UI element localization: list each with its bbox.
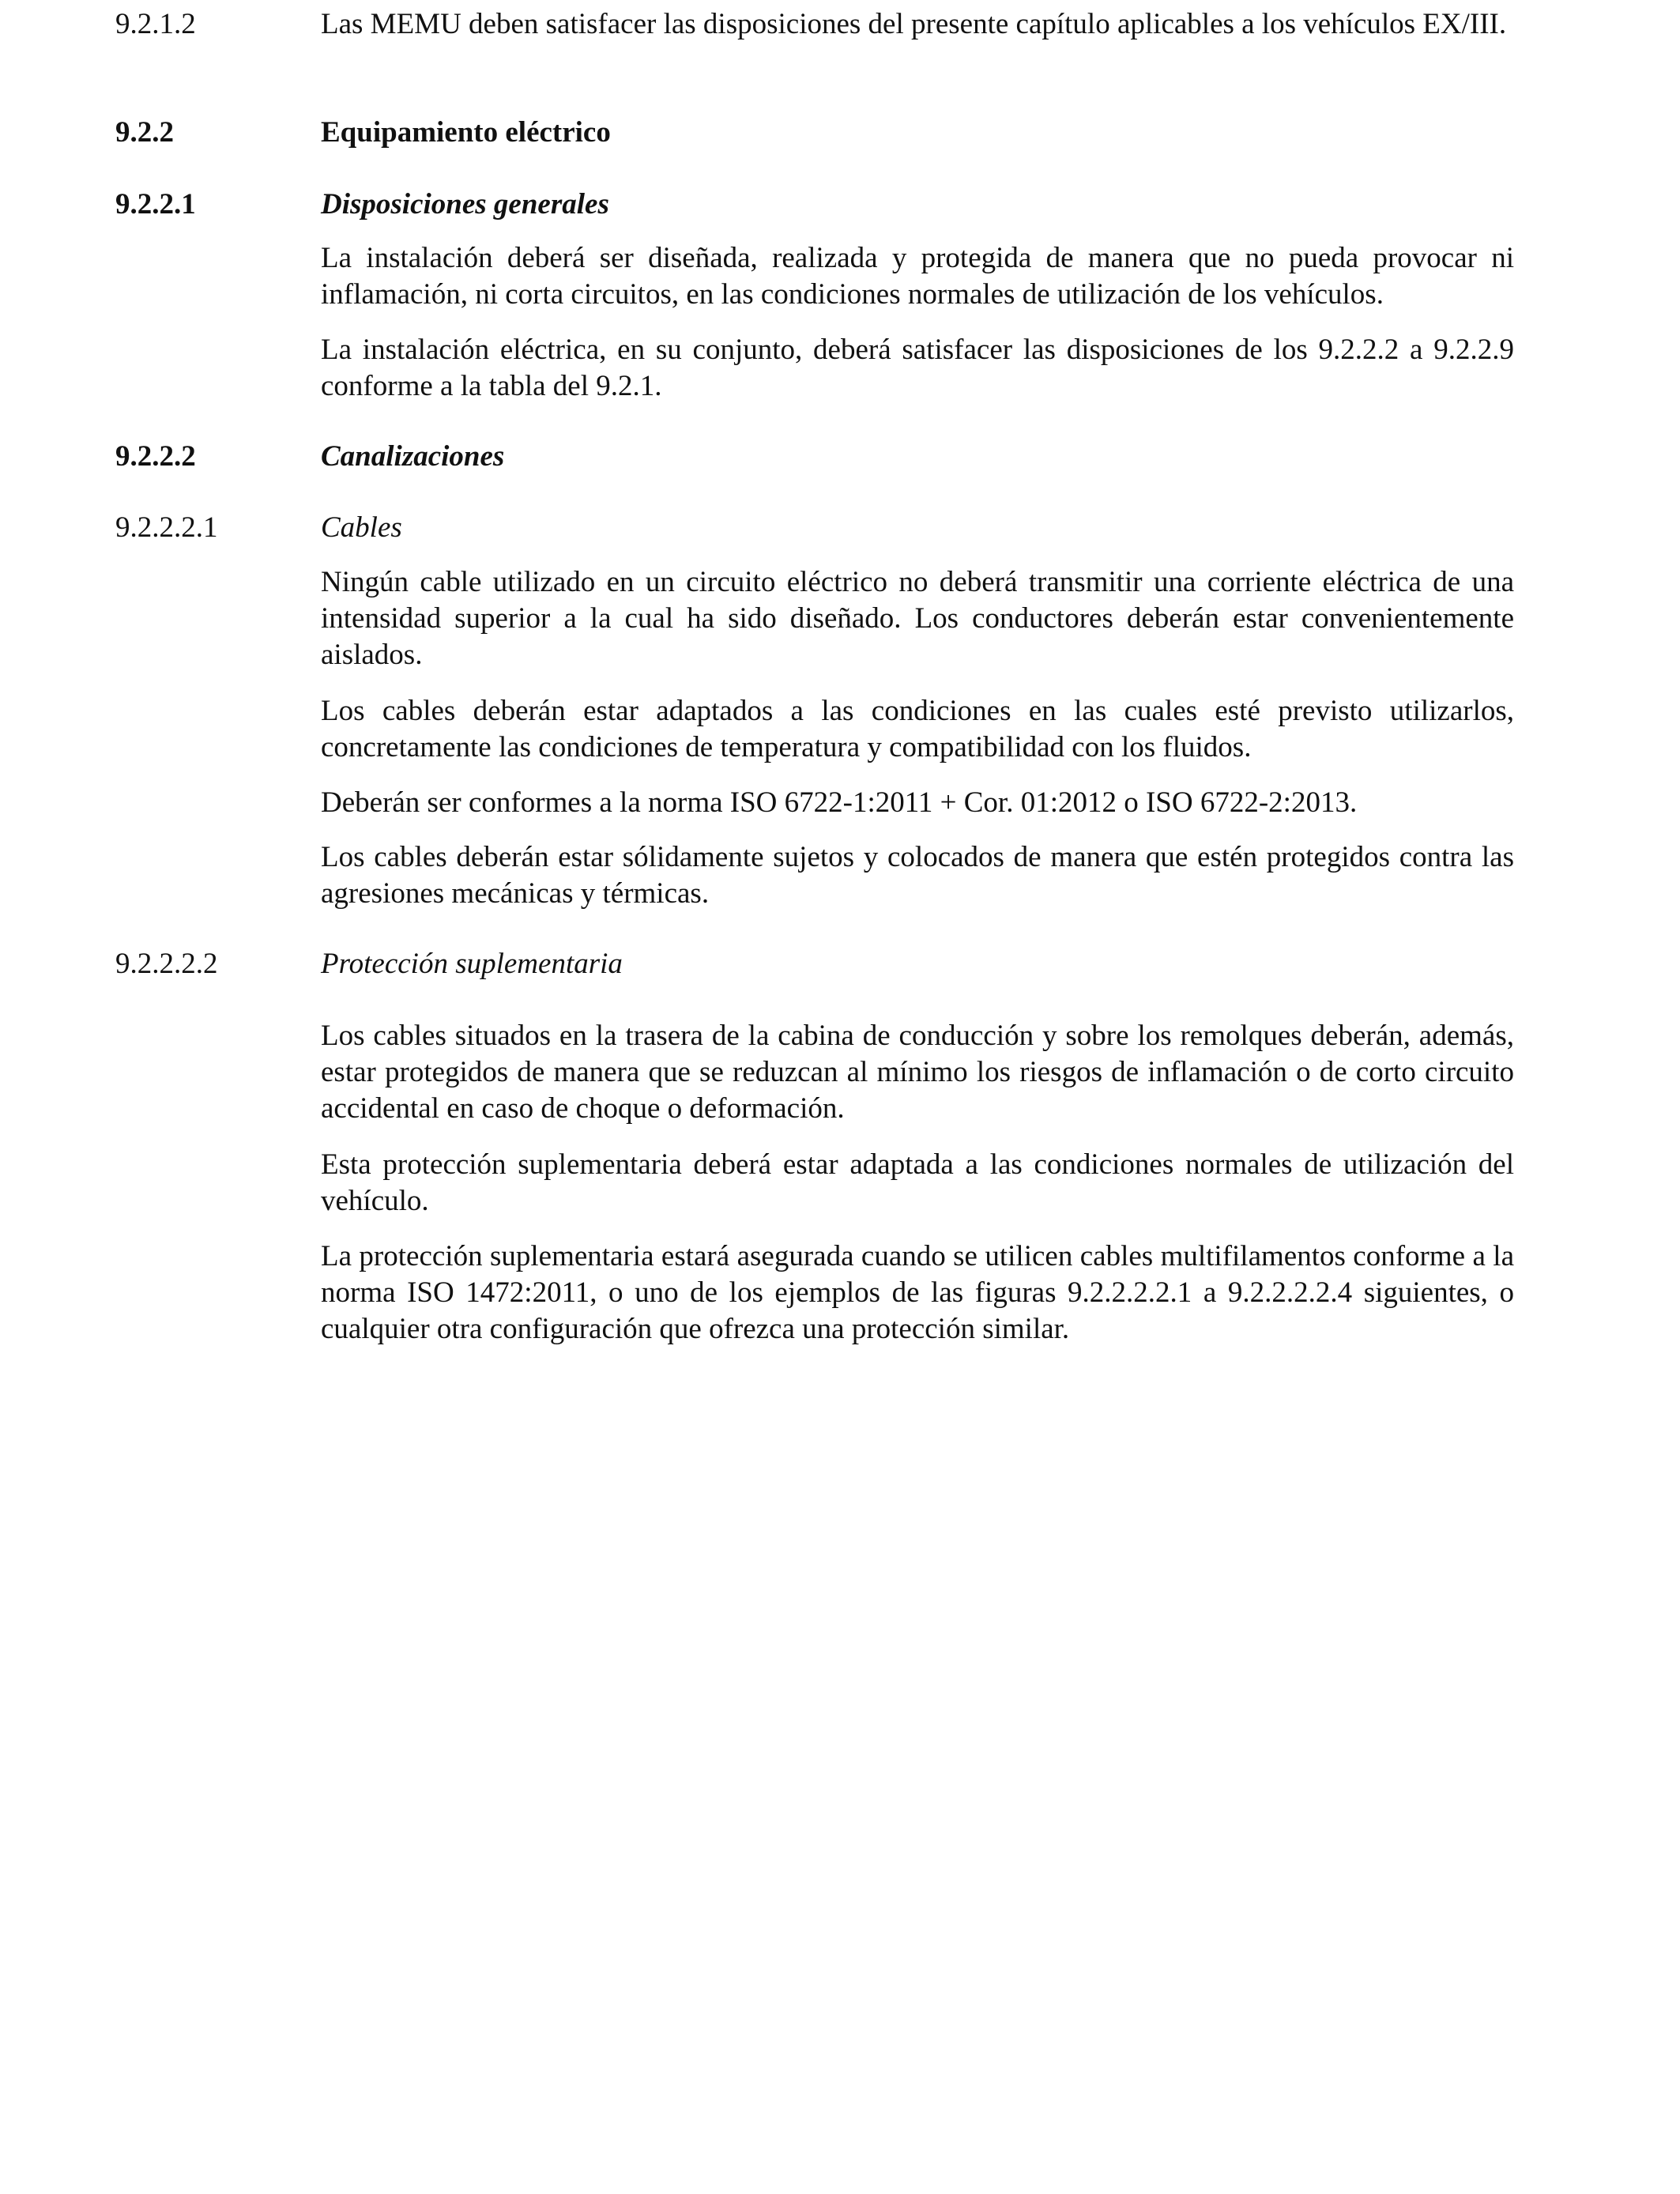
section-number: 9.2.2.2.1: [115, 511, 218, 544]
paragraph: Esta protección suplementaria deberá estar adaptada a las condiciones normales de utilización del vehículo.: [321, 1148, 1514, 1217]
paragraph: Los cables deberán estar sólidamente sujetos y colocados de manera que estén protegidos contra las agresiones mecánicas y térmicas.: [321, 841, 1514, 910]
paragraph: Ningún cable utilizado en un circuito eléctrico no deberá transmitir una corriente eléctrica de una intensidad superior a la cual ha sido diseñado. Los conductores deberán estar convenientemente aislados.: [321, 566, 1514, 671]
paragraph: Las MEMU deben satisfacer las disposiciones del presente capítulo aplicables a los vehículos EX/III.: [321, 8, 1507, 40]
section-number: 9.2.2.1: [115, 188, 196, 221]
paragraph: Los cables situados en la trasera de la cabina de conducción y sobre los remolques deberán, además, estar protegidos de manera que se reduzcan al mínimo los riesgos de inflamación o de corto circuito accidental en caso de choque o deformación.: [321, 1020, 1514, 1125]
section-number: 9.2.2: [115, 116, 174, 149]
paragraph: La protección suplementaria estará asegurada cuando se utilicen cables multifilamentos conforme a la norma ISO 1472:2011, o uno de los ejemplos de las figuras 9.2.2.2.2.1 a 9.2.2.2.2.4 siguientes, o cualquier otra configuración que ofrezca una protección similar.: [321, 1240, 1514, 1345]
section-heading: Protección suplementaria: [321, 948, 623, 980]
paragraph: La instalación deberá ser diseñada, realizada y protegida de manera que no pueda provocar ni inflamación, ni corta circuitos, en las condiciones normales de utilización de los vehículos.: [321, 242, 1514, 311]
section-heading: Canalizaciones: [321, 440, 505, 473]
section-heading: Disposiciones generales: [321, 188, 609, 221]
section-number: 9.2.2.2: [115, 440, 196, 473]
section-number: 9.2.2.2.2: [115, 948, 218, 980]
section-body: [321, 6, 1514, 43]
paragraph: Deberán ser conformes a la norma ISO 6722-1:2011 + Cor. 01:2012 o ISO 6722-2:2013.: [321, 786, 1358, 819]
paragraph: La instalación eléctrica, en su conjunto, deberá satisfacer las disposiciones de los 9.2.2.2 a 9.2.2.9 conforme a la tabla del 9.2.1.: [321, 334, 1514, 402]
section-heading: Equipamiento eléctrico: [321, 116, 611, 149]
section-number: 9.2.1.2: [115, 8, 196, 40]
paragraph: Los cables deberán estar adaptados a las condiciones en las cuales esté previsto utilizarlos, concretamente las condiciones de temperatura y compatibilidad con los fluidos.: [321, 695, 1514, 763]
section-heading: Cables: [321, 511, 402, 544]
